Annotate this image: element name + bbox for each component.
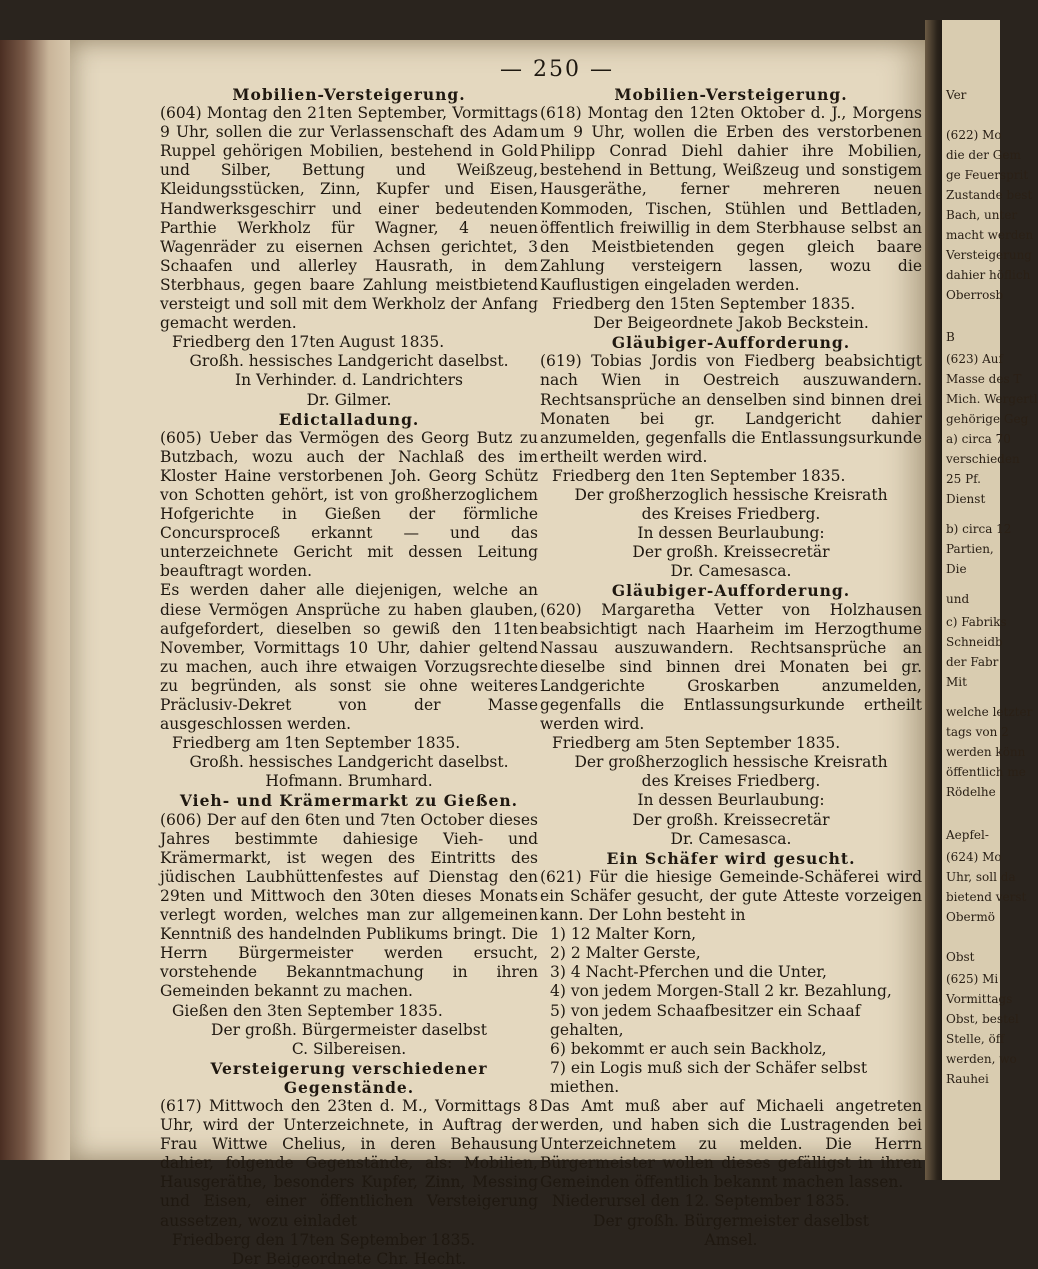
next-page-fragment: Masse des T bbox=[946, 372, 1022, 386]
notice-heading: Mobilien-Versteigerung. bbox=[614, 85, 848, 104]
next-page-fragment: tags von 2 bbox=[946, 725, 1009, 739]
next-page-edge bbox=[942, 20, 1038, 1180]
next-page-fragment: ge Feuersprit bbox=[946, 168, 1029, 182]
next-page-fragment: Aepfel- bbox=[946, 828, 989, 842]
next-page-fragment: Vormittags bbox=[946, 992, 1013, 1006]
next-page-fragment: Mit bbox=[946, 675, 967, 689]
notice-paragraph: (606) Der auf den 6ten und 7ten October dieses Jahres bestimmte dahiesige Vieh- und Krämermarkt, ist wegen des Eintritts des jüdischen Laubhüttenfestes auf Dienstag den 29ten und Mittwoch den 30ten dieses Monats verlegt worden, welches man zur allgemeinen Kenntniß des handelnden Publikums bringt. Die Herrn Bürgermeister werden ersucht, vorstehende Bekanntmachung in ihren Gemeinden bekannt zu machen. bbox=[160, 810, 539, 1001]
next-page-fragment: Bach, unter bbox=[946, 208, 1018, 222]
notice-signature: Der großh. Kreissecretär bbox=[632, 543, 830, 562]
next-page-fragment: Obermö bbox=[946, 910, 995, 924]
next-page-fragment: bietend verst bbox=[946, 890, 1027, 904]
notice-signature: Der Beigeordnete Chr. Hecht. bbox=[231, 1249, 467, 1268]
next-page-fragment: werden, wo bbox=[946, 1052, 1017, 1066]
notice-date: Niederursel den 12. September 1835. bbox=[552, 1192, 850, 1211]
next-page-fragment: (625) Mi bbox=[946, 972, 999, 986]
notice-paragraph: (617) Mittwoch den 23ten d. M., Vormittags 8 Uhr, wird der Unterzeichnete, in Auftrag der Frau Wittwe Chelius, in deren Behausung dahier, folgende Gegenstände, als: Mobilien, Hausgeräthe, besonders Kupfer, Zinn, Messing und Eisen, einer öffentlichen Versteigerung aussetzen, wozu einladet bbox=[160, 1096, 538, 1230]
wage-list-item: 3) 4 Nacht-Pferchen und die Unter, bbox=[550, 963, 827, 982]
next-page-fragment: 25 Pf. bbox=[946, 472, 981, 486]
next-page-fragment: Schneidb bbox=[946, 635, 1003, 649]
notice-heading: Edictalladung. bbox=[278, 409, 420, 429]
notice-signature: des Kreises Friedberg. bbox=[641, 505, 821, 524]
next-page-fragment: Partien, bbox=[946, 542, 994, 556]
left-column bbox=[160, 85, 538, 1269]
wage-list-item: 7) ein Logis muß sich der Schäfer selbst miethen. bbox=[550, 1058, 868, 1096]
notice-heading: Gläubiger-Aufforderung. bbox=[611, 333, 851, 353]
notice-signature: Großh. hessisches Landgericht daselbst. bbox=[189, 352, 509, 371]
next-page-fragment: werden könn bbox=[946, 745, 1026, 759]
notice-signature: Der großherzoglich hessische Kreisrath bbox=[574, 485, 888, 504]
next-page-fragment: Obst bbox=[946, 950, 975, 964]
next-page-fragment: (624) Mo bbox=[946, 850, 1002, 864]
notice-signature: Großh. hessisches Landgericht daselbst. bbox=[189, 753, 509, 772]
notice-paragraph: (619) Tobias Jordis von Fiedberg beabsichtigt nach Wien in Oestreich auszuwandern. Rechtsansprüche an denselben sind binnen drei Monaten bei gr. Landgericht dahier anzumelden, gegenfalls die Entlassungsurkunde ertheilt werden wird. bbox=[540, 352, 922, 466]
notice-paragraph: (605) Ueber das Vermögen des Georg Butz zu Butzbach, wozu auch der Nachlaß des im Kloster Haine verstorbenen Joh. Georg Schütz von Schotten gehört, ist von großherzoglichem Hofgerichte in Gießen der förmliche Concursproceß erkannt — und das unterzeichnete Gericht mit dessen Leitung beauftragt worden. bbox=[160, 428, 538, 581]
notice-paragraph: (620) Margaretha Vetter von Holzhausen beabsichtigt nach Haarheim im Herzogthume Nassau auszuwandern. Rechtsansprüche an dieselbe sind binnen drei Monaten bei gr. Landgerichte Groskarben anzumelden, gegenfalls die Entlassungsurkunde ertheilt werden wird. bbox=[540, 600, 922, 734]
notice-signature: Der großh. Kreissecretär bbox=[632, 810, 830, 829]
notice-signature: Der großherzoglich hessische Kreisrath bbox=[574, 753, 888, 772]
notice-signature: Hofmann. Brumhard. bbox=[265, 772, 433, 791]
notice-date: Friedberg den 15ten September 1835. bbox=[552, 295, 856, 314]
notice-heading: Versteigerung verschiedener Gegenstände. bbox=[210, 1058, 488, 1097]
notice-signature: Der großh. Bürgermeister daselbst bbox=[211, 1020, 487, 1039]
next-page-fragment: a) circa 70 bbox=[946, 432, 1011, 446]
notice-date: Friedberg am 5ten September 1835. bbox=[552, 734, 841, 753]
notice-date: Friedberg den 17ten September 1835. bbox=[172, 1230, 476, 1249]
next-page-fragment: macht werden bbox=[946, 228, 1034, 242]
notice-date: Friedberg den 1ten September 1835. bbox=[552, 466, 846, 485]
next-page-fragment: Ver bbox=[946, 88, 967, 102]
next-page-fragment: gehörige Geg bbox=[946, 412, 1029, 426]
wage-list-item: 6) bekommt er auch sein Backholz, bbox=[550, 1039, 827, 1058]
notice-heading: Mobilien-Versteigerung. bbox=[232, 85, 466, 104]
notice-signature: C. Silbereisen. bbox=[291, 1039, 407, 1058]
next-page-fragment: Mich. Wergertl bbox=[946, 392, 1038, 406]
notice-signature: In dessen Beurlaubung: bbox=[637, 524, 825, 543]
notice-heading: Ein Schäfer wird gesucht. bbox=[606, 848, 856, 868]
next-page-fragment: (622) Mo bbox=[946, 128, 1002, 142]
next-page-fragment: Stelle, öff bbox=[946, 1032, 1005, 1046]
right-column bbox=[540, 85, 922, 1250]
next-page-fragment: verschieden bbox=[946, 452, 1020, 466]
notice-paragraph: (618) Montag den 12ten Oktober d. J., Morgens um 9 Uhr, wollen die Erben des verstorbenen Philipp Conrad Diehl dahier ihre Mobilien, bestehend in Bettung, Weißzeug und sonstigem Hausgeräthe, ferner mehreren neuen Kommoden, Tischen, Stühlen und Bettladen, öffentlich freiwillig in dem Sterbhause selbst an den Meistbietenden gegen gleich baare Zahlung versteigern lassen, wozu die Kauflustigen eingeladen werden. bbox=[540, 104, 922, 294]
next-page-fragment: Zustande best bbox=[946, 188, 1033, 202]
next-page-fragment: und bbox=[946, 592, 970, 606]
notice-heading: Gläubiger-Aufforderung. bbox=[611, 581, 851, 601]
next-page-fragment: c) Fabriks bbox=[946, 615, 1007, 629]
book-edge bbox=[0, 40, 70, 1160]
next-page-fragment: dahier höflich bbox=[946, 268, 1031, 282]
wage-list-item: 4) von jedem Morgen-Stall 2 kr. Bezahlung, bbox=[550, 982, 892, 1001]
wage-list-item: 5) von jedem Schaafbesitzer ein Schaaf gehalten, bbox=[550, 1001, 861, 1039]
next-page-fragment: Obst, bestel bbox=[946, 1012, 1019, 1026]
next-page-fragment: b) circa 12 bbox=[946, 522, 1012, 536]
notice-signature: des Kreises Friedberg. bbox=[641, 772, 821, 791]
next-page-fragment: Die bbox=[946, 562, 967, 576]
notice-paragraph: Das Amt muß aber auf Michaeli angetreten werden, und haben sich die Lustragenden bei Unterzeichnetem zu melden. Die Herrn Bürgermeister wollen dieses gefälligst in ihren Gemeinden öffentlich bekannt machen lassen. bbox=[540, 1096, 922, 1192]
notice-date: Friedberg den 17ten August 1835. bbox=[172, 333, 445, 352]
next-page-fragment: B bbox=[946, 330, 955, 344]
next-page-fragment: Uhr, soll da bbox=[946, 870, 1016, 884]
notice-signature: Amsel. bbox=[704, 1230, 758, 1249]
notice-paragraph: (604) Montag den 21ten September, Vormittags 9 Uhr, sollen die zur Verlassenschaft des Adam Ruppel gehörigen Mobilien, bestehend in Gold und Silber, Bettung und Weißzeug, Kleidungsstücken, Zinn, Kupfer und Eisen, Handwerksgeschirr und einer bedeutenden Parthie Werkholz für Wagner, 4 neuen Wagenräder zu eisernen Achsen gerichtet, 3 Schaafen und allerley Hausrath, in dem Sterbhaus, gegen baare Zahlung meistbietend versteigt und soll mit dem Werkholz der Anfang gemacht werden. bbox=[160, 104, 538, 333]
notice-heading: Vieh- und Krämermarkt zu Gießen. bbox=[179, 791, 519, 811]
notice-signature: Der Beigeordnete Jakob Beckstein. bbox=[593, 314, 869, 333]
next-page-fragment: Versteigerung bbox=[946, 248, 1032, 262]
next-page-fragment: Dienst bbox=[946, 492, 986, 506]
wage-list-item: 1) 12 Malter Korn, bbox=[550, 925, 697, 944]
notice-date: Friedberg am 1ten September 1835. bbox=[172, 734, 461, 753]
notice-signature: Dr. Camesasca. bbox=[670, 829, 792, 848]
notice-signature: Der großh. Bürgermeister daselbst bbox=[593, 1211, 869, 1230]
notice-signature: Dr. Camesasca. bbox=[670, 562, 792, 581]
wage-list-item: 2) 2 Malter Gerste, bbox=[550, 944, 701, 963]
notice-date: Gießen den 3ten September 1835. bbox=[172, 1001, 443, 1020]
next-page-fragment: der Fabr bbox=[946, 655, 999, 669]
page-number: — 250 — bbox=[500, 57, 614, 82]
next-page-fragment: welche letzter bbox=[946, 705, 1033, 719]
next-page-fragment: Oberrosb bbox=[946, 288, 1004, 302]
notice-paragraph: Es werden daher alle diejenigen, welche an diese Vermögen Ansprüche zu haben glauben, aufgefordert, dieselben so gewiß den 11ten November, Vormittags 10 Uhr, dahier geltend zu machen, auch ihre etwaigen Vorzugsrechte zu begründen, als sonst sie ohne weiteres Präclusiv-Dekret von der Masse ausgeschlossen werden. bbox=[160, 581, 538, 734]
notice-paragraph: (621) Für die hiesige Gemeinde-Schäferei wird ein Schäfer gesucht, der gute Atteste vorzeigen kann. Der Lohn besteht in bbox=[540, 867, 922, 925]
next-page-fragment: Rauhei bbox=[946, 1072, 989, 1086]
notice-signature: In dessen Beurlaubung: bbox=[637, 791, 825, 810]
next-page-fragment: (623) Auf bbox=[946, 352, 1003, 366]
next-page-fragment: öffentlich me bbox=[946, 765, 1026, 779]
next-page-fragment: die der Gem bbox=[946, 148, 1021, 162]
notice-signature: Dr. Gilmer. bbox=[306, 390, 392, 409]
next-page-fragment: Rödelhe bbox=[946, 785, 996, 799]
notice-signature: In Verhinder. d. Landrichters bbox=[235, 371, 463, 390]
